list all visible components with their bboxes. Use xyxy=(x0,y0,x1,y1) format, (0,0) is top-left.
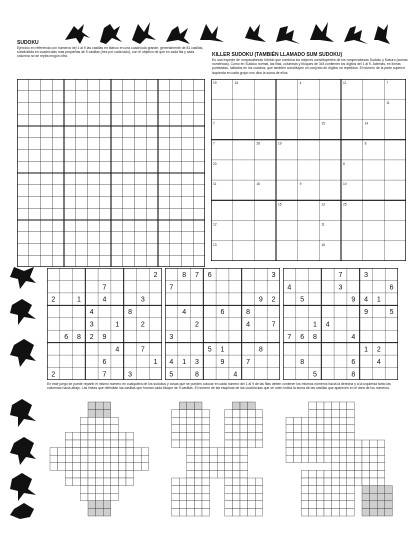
killer-cage-sum: 25 xyxy=(343,202,347,207)
mini-sudoku-given: 4 xyxy=(364,296,369,304)
mini-sudoku-given: 9 xyxy=(258,296,263,304)
mini-sudoku-given: 4 xyxy=(89,309,94,317)
ninja-side-strip xyxy=(8,265,40,520)
mini-sudoku-given: 7 xyxy=(271,321,276,329)
killer-cage-sum: 19 xyxy=(213,81,217,85)
killer-cage-sum: 24 xyxy=(234,81,239,85)
mini-sudoku-given: 1 xyxy=(182,358,187,366)
mini-sudoku-given: 4 xyxy=(376,358,381,366)
killer-cage-sum: 8 xyxy=(364,141,367,146)
mini-sudoku-given: 7 xyxy=(169,284,174,292)
mini-sudoku-given: 4 xyxy=(115,346,120,354)
mini-sudoku-given: 2 xyxy=(140,321,145,329)
sudoku16-grid xyxy=(17,79,205,267)
killer-cage-sum: 20 xyxy=(213,161,217,166)
mini-sudoku-given: 8 xyxy=(194,371,199,379)
mini-sudoku-given: 7 xyxy=(287,334,292,342)
killer-cage-sum: 11 xyxy=(321,222,325,227)
killer-grid xyxy=(211,79,406,261)
mini-sudoku-given: 3 xyxy=(128,371,133,379)
mini-sudoku-given: 1 xyxy=(376,296,381,304)
mini-sudoku-given: 8 xyxy=(300,358,305,366)
killer-cage-sum: 10 xyxy=(343,182,347,187)
mini-sudoku-given: 2 xyxy=(51,296,56,304)
mini-sudoku-given: 1 xyxy=(115,321,120,329)
mini-sudoku-given: 4 xyxy=(182,309,187,317)
mini-sudoku-given: 7 xyxy=(102,284,107,292)
mini-sudoku-given: 3 xyxy=(338,284,343,292)
mini-sudoku-given: 6 xyxy=(102,358,107,366)
killer-title: KILLER SUDOKU (TAMBIÉN LLAMADO SUM SUDOKU) xyxy=(212,52,343,58)
killer-cage-sum: 4 xyxy=(299,81,302,85)
mini-sudoku-1 xyxy=(47,268,162,380)
killer-cage-sum: 12 xyxy=(213,222,217,227)
mini-sudoku-given: 3 xyxy=(364,271,369,279)
mini-sudoku-given: 1 xyxy=(220,346,225,354)
mini-sudoku-given: 1 xyxy=(312,321,317,329)
mini-sudoku-given: 3 xyxy=(89,321,94,329)
killer-cage-sum: 28 xyxy=(256,141,260,146)
mini-sudoku-given: 7 xyxy=(102,371,107,379)
mini-sudoku-given: 3 xyxy=(140,296,145,304)
mini-sudoku-given: 4 xyxy=(169,358,174,366)
mini-sudoku-given: 8 xyxy=(246,309,251,317)
mini-sudoku-given: 8 xyxy=(351,371,356,379)
mini-sudoku-given: 6 xyxy=(64,334,69,342)
mini-sudoku-given: 9 xyxy=(351,296,356,304)
mini-sudoku-given: 4 xyxy=(246,321,251,329)
killer-cage-sum: 11 xyxy=(386,101,390,106)
sudoku16-instructions: Ejercicio en referencia con números del 1 al 9 las casillas en blanco en una cuadrícula grande, generalmente de 81 casillas, subdividida en cuadrículas más pequeñas de 9 casillas (tres por cada lado), con el objetivo de que en cada fila y cada columna no se repita ningún cifra. xyxy=(17,46,204,59)
mini-sudoku-given: 2 xyxy=(89,334,94,342)
mini-sudoku-given: 3 xyxy=(271,271,276,279)
killer-cage-sum: 7 xyxy=(386,81,389,85)
mini-sudoku-given: 4 xyxy=(233,371,238,379)
mini-sudoku-given: 5 xyxy=(169,371,174,379)
sudoku16-title: SUDOKU xyxy=(17,40,39,46)
mini-sudoku-given: 8 xyxy=(128,309,133,317)
mini-sudoku-given: 3 xyxy=(194,358,199,366)
killer-cage-sum: 7 xyxy=(213,121,215,126)
mini-sudoku-given: 6 xyxy=(207,271,212,279)
mini-sudoku-given: 4 xyxy=(351,334,356,342)
killer-instructions: Es una especie de rompecabezas híbrido que combina los mejores constituyentes de los rompecabezas Sudoku y Kakuro (sumas numéricas). Como en Sudoku normal, las filas, columnas y bloques de 3x3 contienen los dígitos del 1 al 9. Además, en líneas punteadas, hallados en los cuadros, que también constituyen un conjunto de dígitos no repetidos. El número de la parte superior izquierda en cada grupo nos dice la suma de ellos. xyxy=(212,58,408,75)
mini-sudoku-given: 5 xyxy=(300,296,305,304)
mini-sudoku-given: 4 xyxy=(325,321,330,329)
diamond-puzzle-3 xyxy=(284,400,402,518)
mini-sudoku-given: 5 xyxy=(389,309,394,317)
diamond-puzzle-2 xyxy=(160,400,282,518)
killer-cage-sum: 13 xyxy=(213,242,217,247)
mini-sudoku-given: 1 xyxy=(153,358,158,366)
mini-sudoku-given: 1 xyxy=(76,296,81,304)
mini-sudoku-given: 7 xyxy=(194,271,199,279)
mini-sudoku-3 xyxy=(283,268,398,380)
killer-cage-sum: 8 xyxy=(343,161,345,166)
mini-sudoku-given: 8 xyxy=(76,334,81,342)
mini-sudoku-given: 8 xyxy=(258,346,263,354)
killer-cage-sum: 16 xyxy=(256,182,260,187)
mini-sudoku-given: 7 xyxy=(338,271,343,279)
bottom-instructions: En este juego se puede repartir el mismo número en cualquiera de los sudokus y cosas que se pueden colocar en cada número del 1 al 9 de las filas deben contener los mismos números hacia la derecha y a la izquierda tanto las columnas hacia abajo. Las líneas que delimitan las casillas que forman cada bloque de 9 casillas. El número de las esquinas de las cuadrículas que se unen indica la suma de las casillas que aparecen en el área de los números. xyxy=(47,382,391,391)
killer-cage-sum: 15 xyxy=(278,202,282,207)
diamond-puzzle-1 xyxy=(48,400,158,518)
mini-sudoku-given: 6 xyxy=(351,358,356,366)
killer-cage-sum: 13 xyxy=(321,202,325,207)
mini-sudoku-given: 6 xyxy=(300,334,305,342)
mini-sudoku-given: 2 xyxy=(153,271,158,279)
killer-lines xyxy=(211,79,406,261)
mini-sudoku-given: 8 xyxy=(182,271,187,279)
mini-sudoku-given: 3 xyxy=(169,334,174,342)
mini-sudoku-given: 2 xyxy=(271,296,276,304)
mini-sudoku-given: 9 xyxy=(220,358,225,366)
sudoku16-lines xyxy=(17,79,205,267)
killer-cage-sum: 14 xyxy=(364,121,369,126)
killer-cage-sum: 11 xyxy=(213,182,217,187)
killer-cage-sum: 11 xyxy=(343,81,347,85)
mini-sudoku-given: 4 xyxy=(287,284,292,292)
mini-sudoku-given: 1 xyxy=(364,346,369,354)
mini-sudoku-given: 2 xyxy=(51,371,56,379)
mini-sudoku-given: 9 xyxy=(364,309,369,317)
mini-sudoku-given: 5 xyxy=(312,371,317,379)
mini-sudoku-given: 6 xyxy=(389,284,394,292)
mini-sudoku-given: 7 xyxy=(246,358,251,366)
mini-sudoku-given: 5 xyxy=(207,346,212,354)
mini-sudoku-given: 9 xyxy=(102,334,107,342)
killer-cage-sum: 9 xyxy=(299,182,302,187)
killer-cage-sum: 16 xyxy=(321,242,325,247)
mini-sudoku-given: 2 xyxy=(194,321,199,329)
mini-sudoku-given: 8 xyxy=(312,334,317,342)
mini-sudoku-2 xyxy=(165,268,280,380)
mini-sudoku-given: 6 xyxy=(220,309,225,317)
killer-cage-sum: 15 xyxy=(321,121,325,126)
killer-cage-sum: 19 xyxy=(278,141,282,146)
ninja-banner xyxy=(60,18,390,48)
mini-sudoku-given: 4 xyxy=(102,296,107,304)
mini-sudoku-given: 2 xyxy=(376,346,381,354)
killer-cage-sum: 7 xyxy=(213,141,215,146)
mini-sudoku-given: 7 xyxy=(140,346,145,354)
